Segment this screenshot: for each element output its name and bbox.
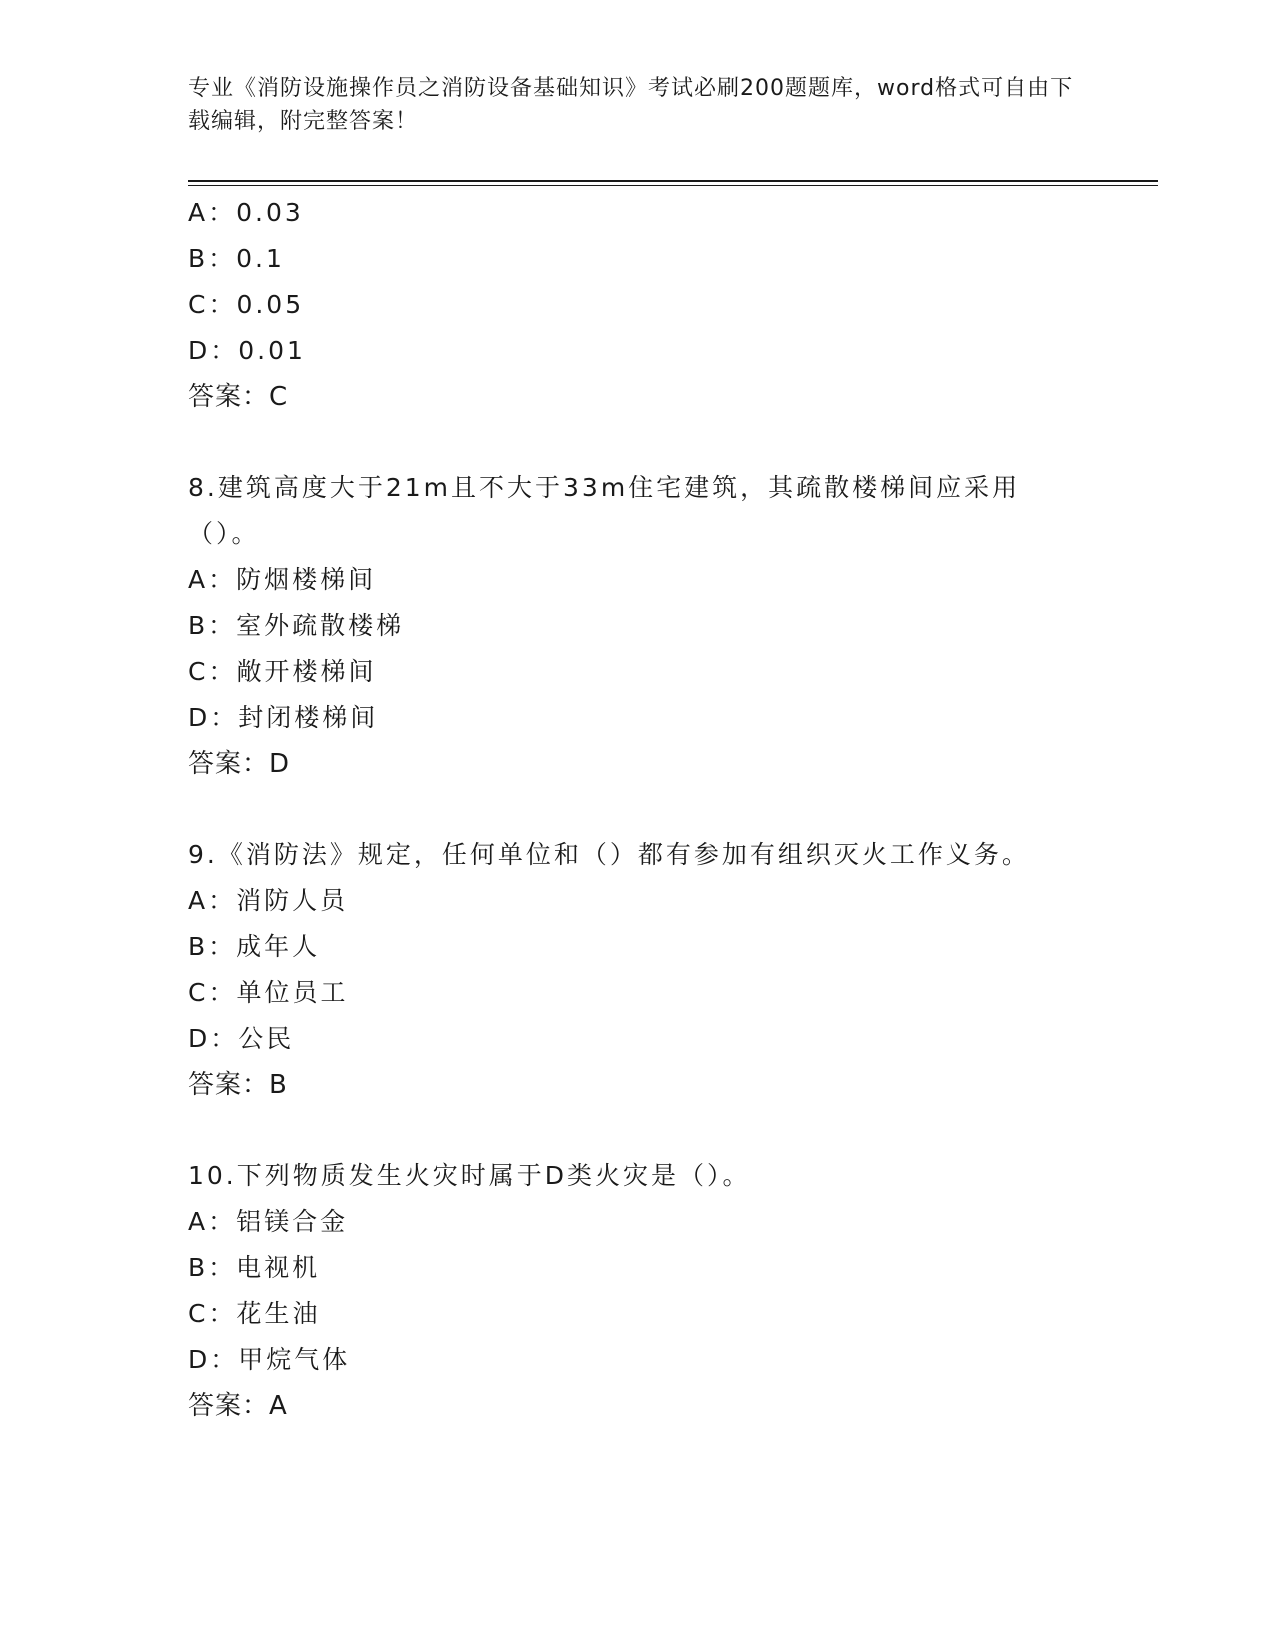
option-a: A：消防人员 [188, 886, 349, 915]
question-8 [188, 465, 1088, 787]
option-c: C：单位员工 [188, 978, 349, 1007]
question-spacer [188, 1108, 1088, 1153]
question-stem: 10.下列物质发生火灾时属于D类火灾是（）。 [188, 1161, 751, 1190]
question-10 [188, 1153, 1088, 1429]
question-spacer [188, 787, 1088, 832]
question-stem: 9.《消防法》规定，任何单位和（）都有参加有组织灭火工作义务。 [188, 840, 1030, 869]
option-b: B：0.1 [188, 244, 285, 273]
header-divider-thin [188, 185, 1158, 186]
answer-line: 答案：B [188, 1070, 288, 1100]
question-stem: 8.建筑高度大于21m且不大于33m住宅建筑，其疏散楼梯间应采用（）。 [188, 473, 1021, 548]
option-b: B：成年人 [188, 932, 321, 961]
question-spacer [188, 420, 1088, 465]
answer-line: 答案：D [188, 749, 291, 779]
option-b: B：电视机 [188, 1253, 321, 1282]
option-d: D：封闭楼梯间 [188, 703, 379, 732]
question-9 [188, 832, 1088, 1108]
question-7 [188, 190, 1088, 420]
document-header: 专业《消防设施操作员之消防设备基础知识》考试必刷200题题库，word格式可自由下载编辑，附完整答案！ [188, 76, 1074, 134]
option-a: A：防烟楼梯间 [188, 565, 377, 594]
option-a: A：0.03 [188, 198, 304, 227]
header-divider-thick [188, 180, 1158, 182]
option-c: C：0.05 [188, 290, 305, 319]
option-b: B：室外疏散楼梯 [188, 611, 405, 640]
answer-line: 答案：A [188, 1391, 288, 1421]
option-a: A：铝镁合金 [188, 1207, 349, 1236]
option-d: D：公民 [188, 1024, 295, 1053]
question-list [188, 190, 1088, 1429]
answer-line: 答案：C [188, 382, 289, 412]
option-c: C：花生油 [188, 1299, 321, 1328]
option-d: D：0.01 [188, 336, 306, 365]
option-c: C：敞开楼梯间 [188, 657, 377, 686]
option-d: D：甲烷气体 [188, 1345, 351, 1374]
